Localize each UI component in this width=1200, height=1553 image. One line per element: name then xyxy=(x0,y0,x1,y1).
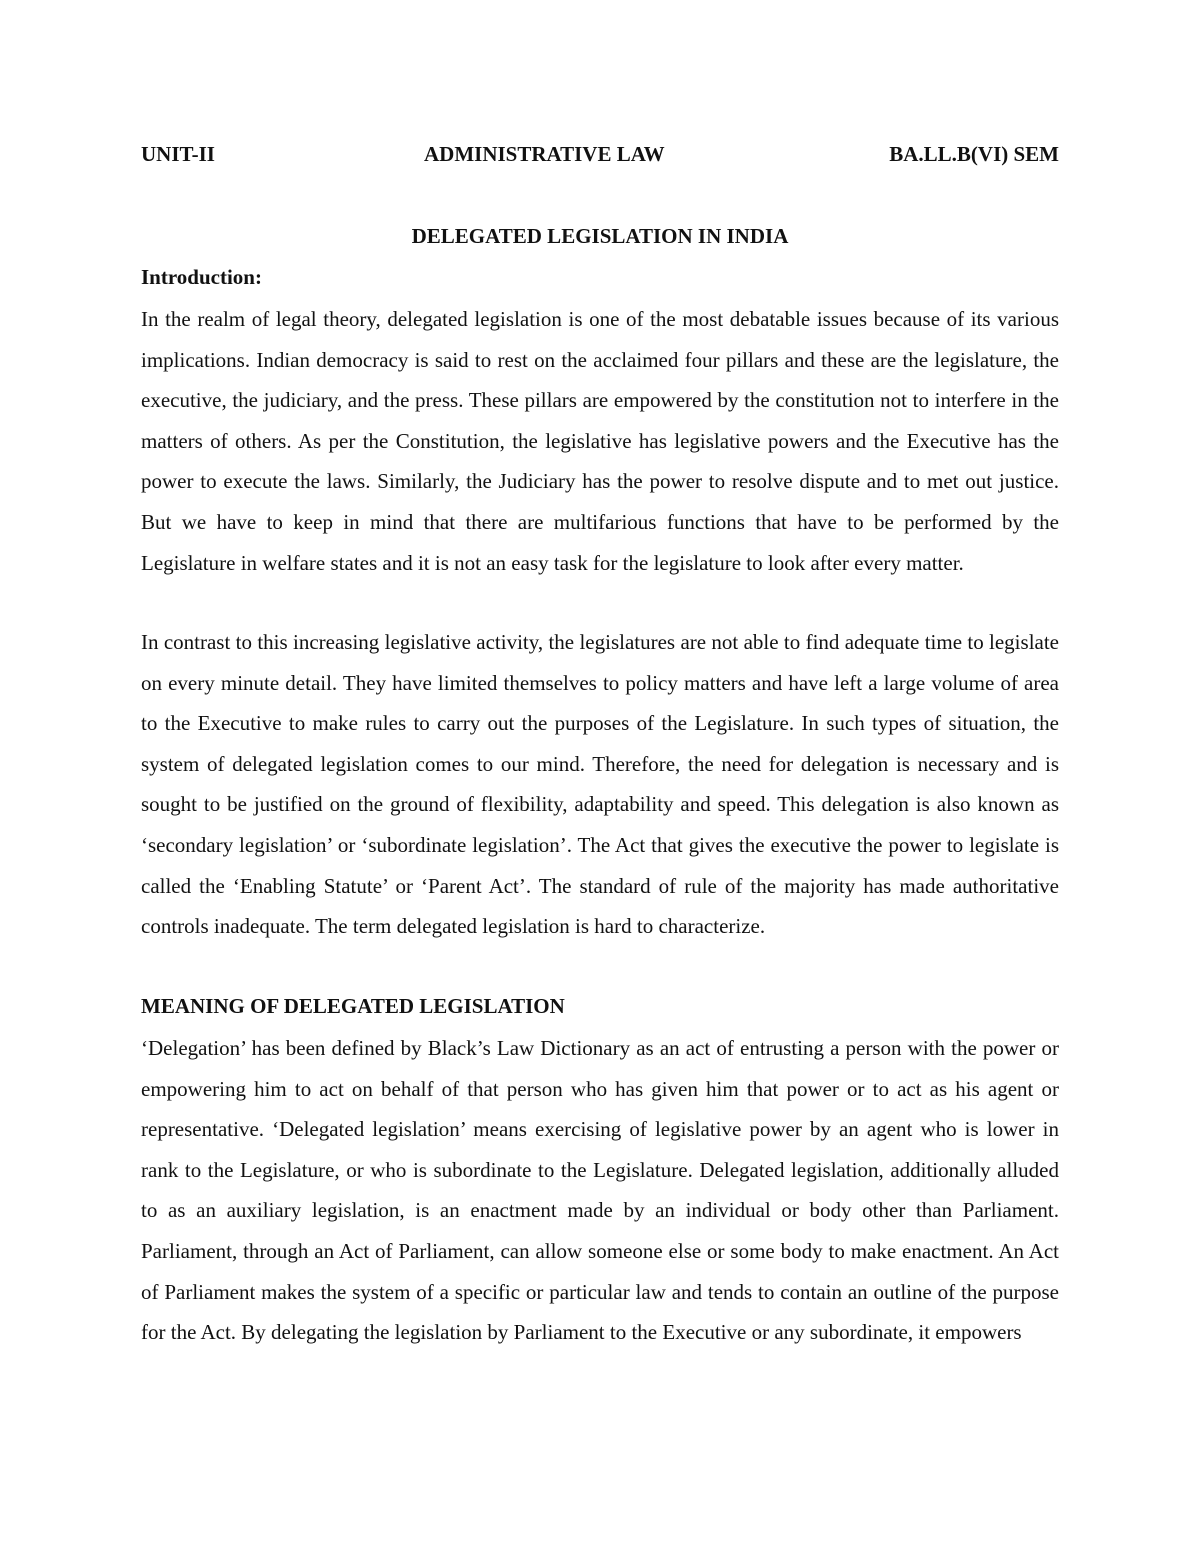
meaning-heading: MEANING OF DELEGATED LEGISLATION xyxy=(141,994,565,1018)
course-label: BA.LL.B(VI) SEM xyxy=(889,142,1059,166)
introduction-heading: Introduction: xyxy=(141,265,262,289)
meaning-paragraph-1: ‘Delegation’ has been defined by Black’s Law Dictionary as an act of entrusting a person with the power or empowering him to act on behalf of that person who has given him that power or to act as his agent or representative. ‘Delegated legislation’ means exercising of legislative power by an agent who is lower in rank to the Legislature, or who is subordinate to the Legislature. Delegated legislation, additionally alluded to as an auxiliary legislation, is an enactment made by an individual or body other than Parliament. Parliament, through an Act of Parliament, can allow someone else or some body to make enactment. An Act of Parliament makes the system of a specific or particular law and tends to contain an outline of the purpose for the Act. By delegating the legislation by Parliament to the Executive or any subordinate, it empowers xyxy=(141,1036,1059,1345)
subject-label: ADMINISTRATIVE LAW xyxy=(424,142,665,166)
introduction-paragraph-1: In the realm of legal theory, delegated legislation is one of the most debatable issues because of its various implications. Indian democracy is said to rest on the acclaimed four pillars and these are the legislature, the executive, the judiciary, and the press. These pillars are empowered by the constitution not to interfere in the matters of others. As per the Constitution, the legislative has legislative powers and the Executive has the power to execute the laws. Similarly, the Judiciary has the power to resolve dispute and to met out justice. But we have to keep in mind that there are multifarious functions that have to be performed by the Legislature in welfare states and it is not an easy task for the legislature to look after every matter. xyxy=(141,307,1059,575)
page-header xyxy=(141,142,1059,174)
document-title: DELEGATED LEGISLATION IN INDIA xyxy=(411,224,789,248)
unit-label: UNIT-II xyxy=(141,142,215,166)
introduction-paragraph-2: In contrast to this increasing legislative activity, the legislatures are not able to find adequate time to legislate on every minute detail. They have limited themselves to policy matters and have left a large volume of area to the Executive to make rules to carry out the purposes of the Legislature. In such types of situation, the system of delegated legislation comes to our mind. Therefore, the need for delegation is necessary and is sought to be justified on the ground of flexibility, adaptability and speed. This delegation is also known as ‘secondary legislation’ or ‘subordinate legislation’. The Act that gives the executive the power to legislate is called the ‘Enabling Statute’ or ‘Parent Act’. The standard of rule of the majority has made authoritative controls inadequate. The term delegated legislation is hard to characterize. xyxy=(141,630,1059,939)
